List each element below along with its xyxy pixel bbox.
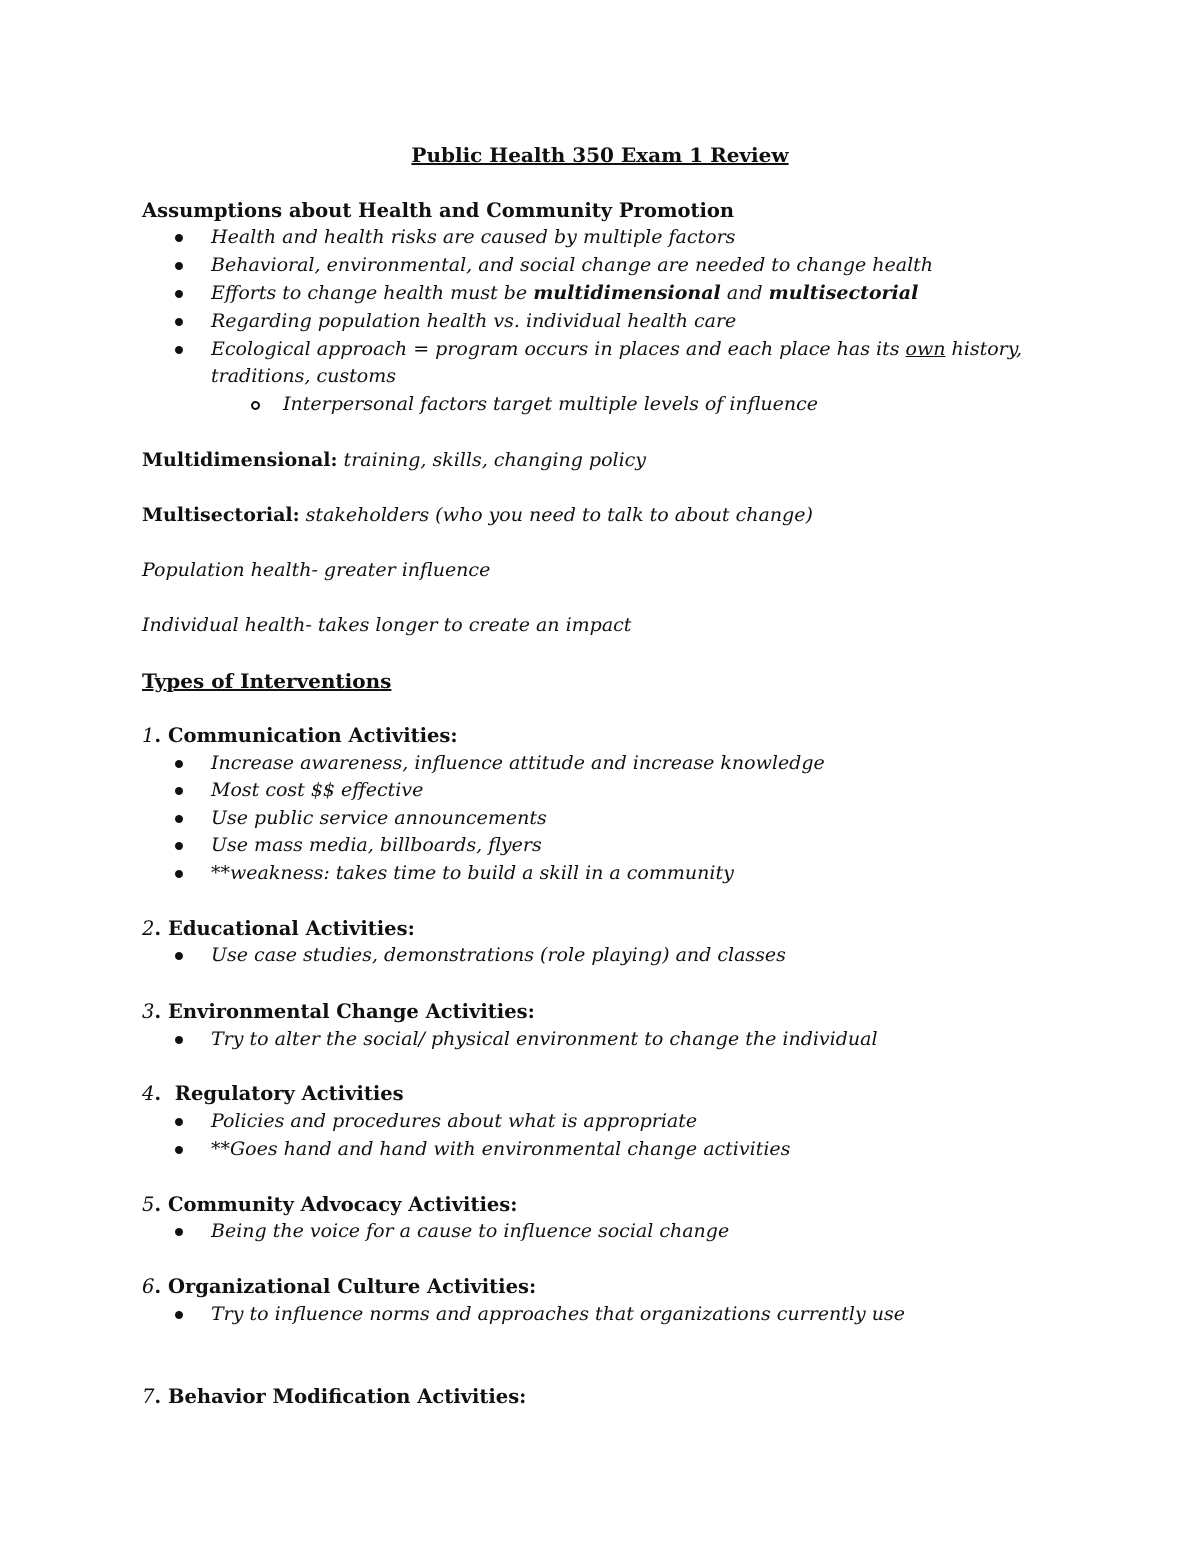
intervention-heading: 6. Organizational Culture Activities:: [142, 1275, 537, 1298]
multidimensional-definition: Multidimensional: training, skills, changing policy: [142, 449, 647, 471]
underlined-own: own: [905, 338, 946, 360]
bullet-icon: [175, 346, 183, 354]
list-item: Try to alter the social/ physical environment to change the individual: [211, 1028, 878, 1050]
hollow-bullet-icon: [251, 401, 260, 410]
list-item: **Goes hand and hand with environmental change activities: [211, 1138, 790, 1160]
list-item: Regarding population health vs. individual health care: [211, 310, 736, 332]
list-item: **weakness: takes time to build a skill in a community: [211, 862, 734, 884]
population-health-note: Population health- greater influence: [142, 559, 491, 581]
list-item: Policies and procedures about what is appropriate: [211, 1110, 697, 1132]
list-item: Increase awareness, influence attitude and increase knowledge: [211, 752, 825, 774]
intervention-heading: 4. Regulatory Activities: [142, 1082, 404, 1105]
intervention-heading: 1. Communication Activities:: [142, 724, 458, 747]
list-item: Being the voice for a cause to influence social change: [211, 1220, 729, 1242]
intervention-heading: 7. Behavior Modification Activities:: [142, 1385, 527, 1408]
bullet-icon: [175, 787, 183, 795]
bullet-icon: [175, 234, 183, 242]
bullet-icon: [175, 1228, 183, 1236]
bullet-icon: [175, 1036, 183, 1044]
sub-list-item: Interpersonal factors target multiple levels of influence: [283, 393, 818, 415]
bullet-icon: [175, 290, 183, 298]
bullet-icon: [175, 1311, 183, 1319]
bullet-icon: [175, 1146, 183, 1154]
individual-health-note: Individual health- takes longer to create an impact: [142, 614, 632, 636]
list-item: Ecological approach = program occurs in places and each place has its own history,: [211, 338, 1022, 360]
bullet-icon: [175, 842, 183, 850]
list-item: Use public service announcements: [211, 807, 547, 829]
document-title: Public Health 350 Exam 1 Review: [411, 143, 789, 167]
list-item: Most cost $$ effective: [211, 779, 423, 801]
assumptions-heading: Assumptions about Health and Community Promotion: [142, 199, 735, 222]
list-item: Use case studies, demonstrations (role playing) and classes: [211, 944, 786, 966]
intervention-heading: 2. Educational Activities:: [142, 917, 415, 940]
list-item: Efforts to change health must be multidimensional and multisectorial: [211, 282, 918, 304]
bullet-icon: [175, 870, 183, 878]
bullet-icon: [175, 262, 183, 270]
list-item: Use mass media, billboards, flyers: [211, 834, 542, 856]
types-heading: Types of Interventions: [142, 669, 392, 693]
intervention-heading: 3. Environmental Change Activities:: [142, 1000, 535, 1023]
bullet-icon: [175, 760, 183, 768]
bullet-icon: [175, 815, 183, 823]
intervention-heading: 5. Community Advocacy Activities:: [142, 1193, 518, 1216]
list-item: Try to influence norms and approaches that organizations currently use: [211, 1303, 905, 1325]
list-item: Behavioral, environmental, and social change are needed to change health: [211, 254, 933, 276]
multisectorial-definition: Multisectorial: stakeholders (who you need to talk to about change): [142, 504, 813, 526]
list-item: Health and health risks are caused by multiple factors: [211, 226, 735, 248]
list-item-continuation: traditions, customs: [211, 365, 396, 387]
emphasis-multisectorial: multisectorial: [768, 282, 919, 304]
bullet-icon: [175, 318, 183, 326]
emphasis-multidimensional: multidimensional: [533, 282, 721, 304]
bullet-icon: [175, 952, 183, 960]
bullet-icon: [175, 1118, 183, 1126]
